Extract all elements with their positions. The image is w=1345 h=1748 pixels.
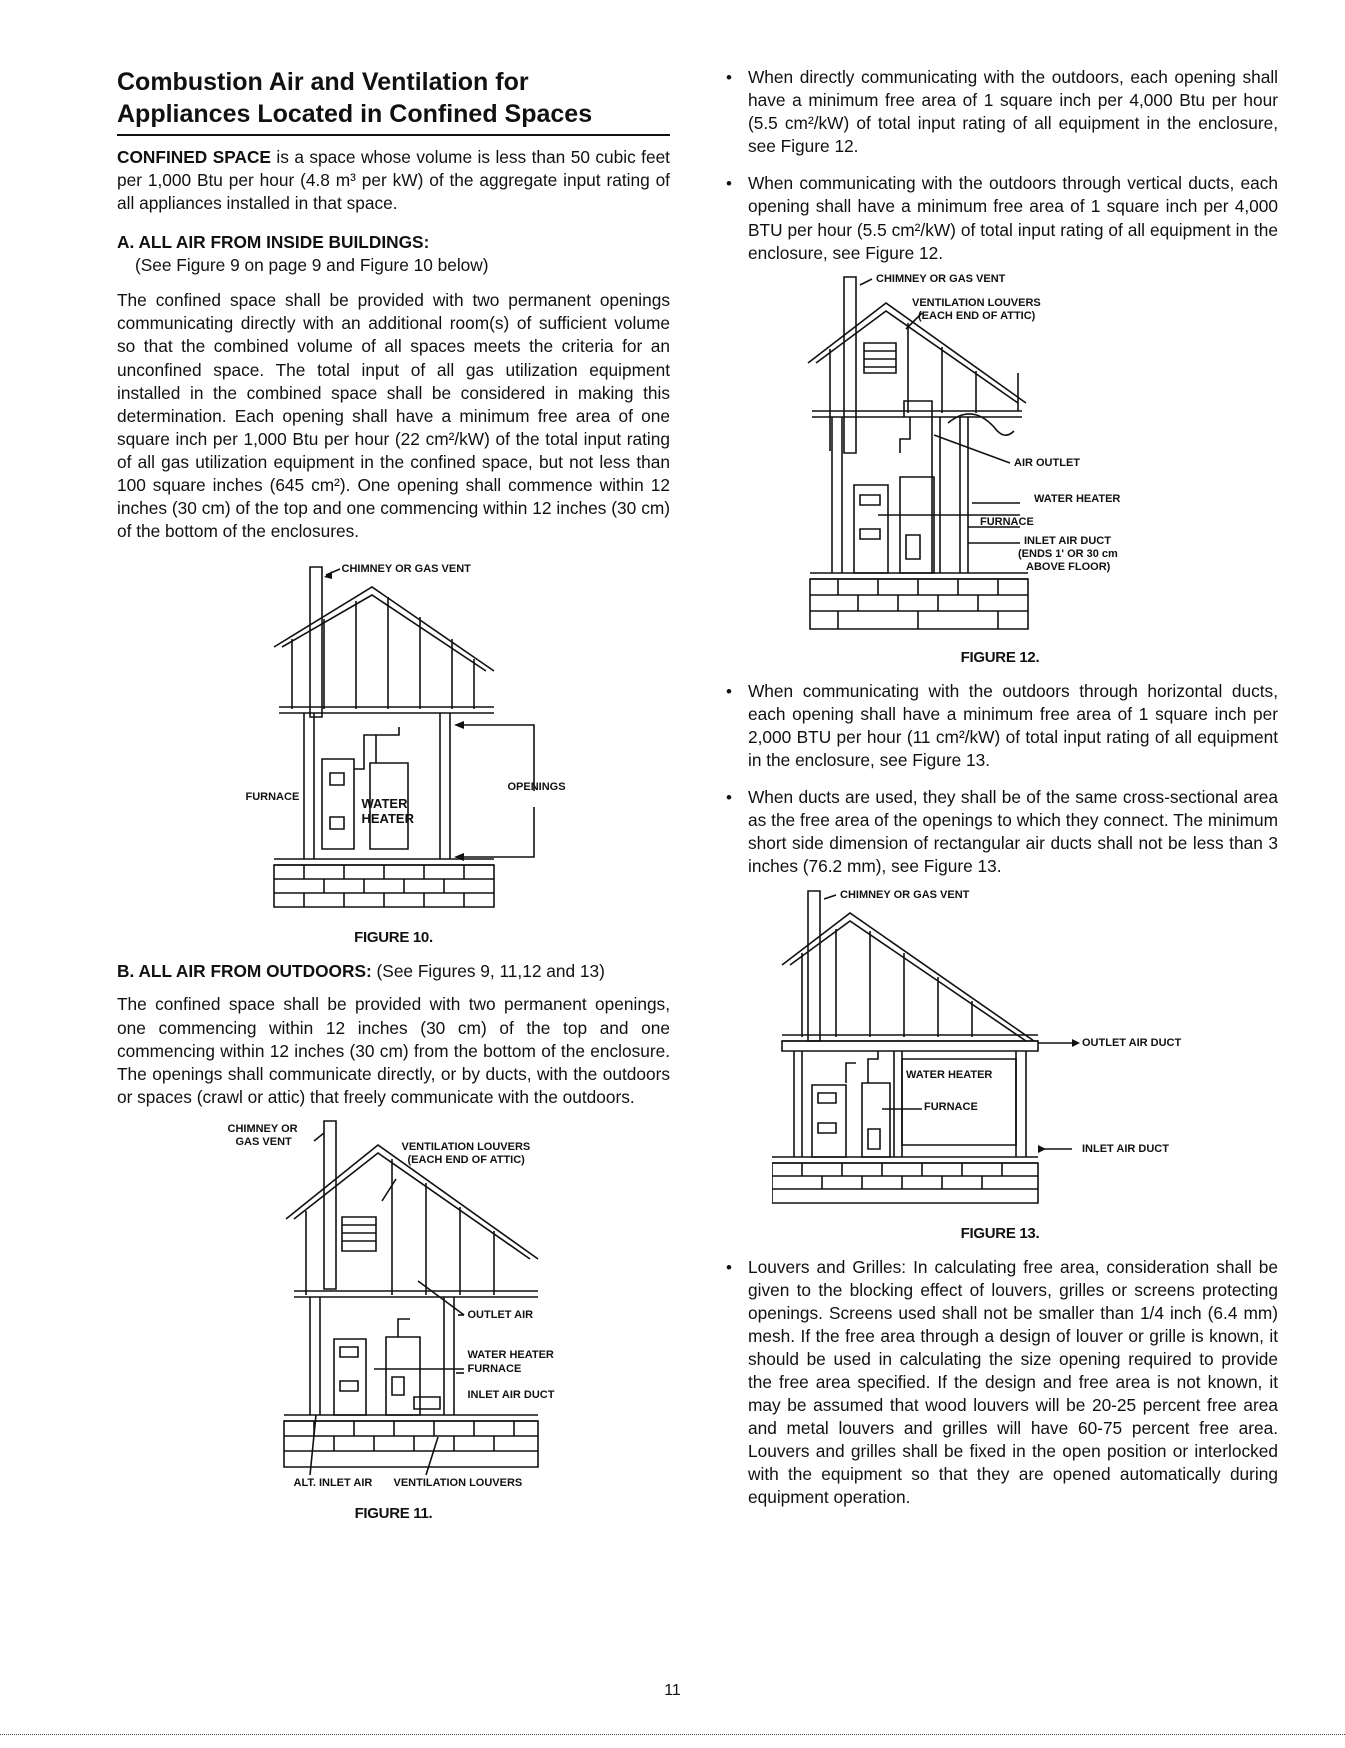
page-number: 11	[664, 1682, 681, 1699]
title-line-2: Appliances Located in Confined Spaces	[117, 100, 593, 128]
figure-12-drawing	[782, 273, 1202, 647]
section-a-paragraph: The confined space shall be provided with two permanent openings communicating directly with an additional room(s) of sufficient volume so that the combined volume of all spaces meets the criteria for an unconfined space. The total input of all gas utilization equipment installed in the combined space shall be considered in making this determination. Each opening shall have a minimum free area of one square inch per 1,000 Btu per hour (22 cm²/kW) of the total input rating of all gas utilization equipment in the confined space, but not less than 100 square inches (645 cm²). One opening shall commence within 12 inches (30 cm) of the top and one commencing within 12 inches (30 cm) of the bottom of the enclosures.	[117, 290, 670, 542]
bottom-divider	[0, 1734, 1345, 1735]
bullet-list-1	[722, 66, 1278, 265]
figure-11-drawing	[164, 1119, 624, 1503]
figure-11-alt-inlet-label: ALT. INLET AIR	[293, 1476, 373, 1489]
figure-10	[164, 559, 624, 927]
figure-12-inlet-label-2: (ENDS 1' OR 30 cm	[1018, 547, 1118, 560]
bullet-list-2	[722, 680, 1278, 879]
bullet-ducts	[722, 786, 1278, 878]
figure-13-water-heater-label: WATER HEATER	[906, 1068, 993, 1081]
left-column	[117, 66, 670, 1522]
figure-12-inlet-label-3: ABOVE FLOOR)	[1026, 560, 1111, 573]
figure-13-furnace-label: FURNACE	[924, 1100, 978, 1113]
figure-12-louvers-label-2: (EACH END OF ATTIC)	[918, 309, 1036, 322]
figure-11-louvers-label-1: VENTILATION LOUVERS	[401, 1140, 531, 1153]
title-line-1: Combustion Air and Ventilation for	[117, 68, 529, 96]
section-b-note: (See Figures 9, 11,12 and 13)	[371, 961, 605, 982]
figure-11-caption: FIGURE 11.	[354, 1504, 433, 1522]
figure-12-chimney-label: CHIMNEY OR GAS VENT	[876, 272, 1006, 285]
bullet-ducts-text: • When ducts are used, they shall be of the same cross-sectional area as the free area of the openings to which they connect. The minimum short side dimension of rectangular air ducts shall not be less than 3 inches (76.2 mm), see Figure 13.	[748, 787, 1278, 877]
bullet-louvers	[722, 1256, 1278, 1510]
figure-12	[782, 273, 1202, 647]
bullet-vertical-text: • When communicating with the outdoors through vertical ducts, each opening shall have a minimum free area of 1 square inch per 4,000 BTU per hour (5.5 cm²/kW) of total input rating of all equipment in the enclosure, see Figure 12.	[748, 173, 1278, 263]
figure-12-louvers-label-1: VENTILATION LOUVERS	[912, 296, 1041, 309]
confined-space-text: is a space whose volume is less than 50 cubic feet per 1,000 Btu per hour (4.8 m³ per kW) of the aggregate input rating of all appliances installed in that space.	[117, 147, 670, 214]
figure-13-outlet-duct-label: OUTLET AIR DUCT	[1082, 1036, 1182, 1049]
section-a-note: (See Figure 9 on page 9 and Figure 10 below)	[135, 255, 489, 276]
page-title	[117, 66, 670, 136]
figure-12-water-heater-label: WATER HEATER	[1034, 492, 1121, 505]
bullet-louvers-text: • Louvers and Grilles: In calculating free area, consideration shall be given to the blocking effect of louvers, grilles or screens protecting openings. Screens used shall not be smaller than 1/4 inch (6.4 mm) mesh. If the free area through a design of louver or grille is known, it should be used in calculating the size opening required to provide the free area specified. If the design and free area is not known, it may be assumed that wood louvers will be 20-25 percent free area and metal louvers and grilles will have 60-75 percent free area. Louvers and grilles shall be fixed in the open position or interlocked with the equipment so that they are opened automatically during equipment operation.	[748, 1256, 1278, 1508]
figure-13-drawing	[772, 887, 1242, 1223]
figure-13-chimney-label: CHIMNEY OR GAS VENT	[840, 888, 970, 901]
section-b-heading-line	[117, 960, 670, 983]
figure-12-air-outlet-label: AIR OUTLET	[1014, 456, 1080, 469]
right-column	[722, 66, 1278, 1524]
figure-11-inlet-label: INLET AIR DUCT	[467, 1388, 555, 1401]
figure-10-drawing	[164, 559, 624, 927]
bullet-direct	[722, 66, 1278, 158]
bullet-horizontal-text: • When communicating with the outdoors through horizontal ducts, each opening shall have a minimum free area of 1 square inch per 2,000 BTU per hour (11 cm²/kW) of total input rating of all equipment in the enclosure, see Figure 13.	[748, 680, 1278, 771]
figure-11-water-heater-label: WATER HEATER	[467, 1348, 554, 1361]
figure-10-furnace-label: FURNACE	[245, 791, 300, 804]
bullet-vertical	[722, 172, 1278, 264]
figure-11-furnace-label: FURNACE	[467, 1362, 522, 1375]
figure-11-chimney-label-1: CHIMNEY OR	[227, 1122, 298, 1135]
figure-10-heater-label: HEATER	[361, 811, 414, 827]
confined-space-term: CONFINED SPACE	[117, 147, 271, 167]
figure-10-water-label: WATER	[361, 796, 408, 812]
confined-space-definition	[117, 146, 670, 215]
figure-12-inlet-label-1: INLET AIR DUCT	[1024, 534, 1111, 547]
section-a-heading: A. ALL AIR FROM INSIDE BUILDINGS:	[117, 232, 430, 253]
figure-11-louvers-label-2: (EACH END OF ATTIC)	[407, 1153, 525, 1166]
figure-10-openings-label: OPENINGS	[507, 781, 566, 794]
figure-10-caption: FIGURE 10.	[354, 929, 433, 947]
bullet-list-3	[722, 1256, 1278, 1510]
figure-12-furnace-label: FURNACE	[980, 515, 1034, 528]
figure-12-caption: FIGURE 12.	[960, 648, 1040, 666]
figure-10-chimney-label: CHIMNEY OR GAS VENT	[341, 563, 471, 576]
section-b-paragraph: The confined space shall be provided with two permanent openings, one commencing within 12 inches (30 cm) of the top and one commencing within 12 inches (30 cm) from the bottom of the enclosure. The openings shall communicate directly, or by ducts, with the outdoors or spaces (crawl or attic) that freely communicate with the outdoors.	[117, 994, 670, 1107]
figure-13-caption: FIGURE 13.	[960, 1224, 1040, 1242]
bullet-direct-text: • When directly communicating with the outdoors, each opening shall have a minimum free area of 1 square inch per 4,000 Btu per hour (5.5 cm²/kW) of total input rating of all equipment in the enclosure, see Figure 12.	[748, 67, 1278, 157]
section-b-heading: B. ALL AIR FROM OUTDOORS:	[117, 961, 372, 982]
figure-11-vent-louvers-label: VENTILATION LOUVERS	[393, 1476, 523, 1489]
figure-13	[772, 887, 1242, 1223]
figure-11-outlet-label: OUTLET AIR	[467, 1308, 534, 1321]
bullet-horizontal	[722, 680, 1278, 772]
figure-11	[164, 1119, 624, 1503]
figure-11-chimney-label-2: GAS VENT	[235, 1135, 292, 1148]
figure-13-inlet-duct-label: INLET AIR DUCT	[1082, 1142, 1169, 1155]
